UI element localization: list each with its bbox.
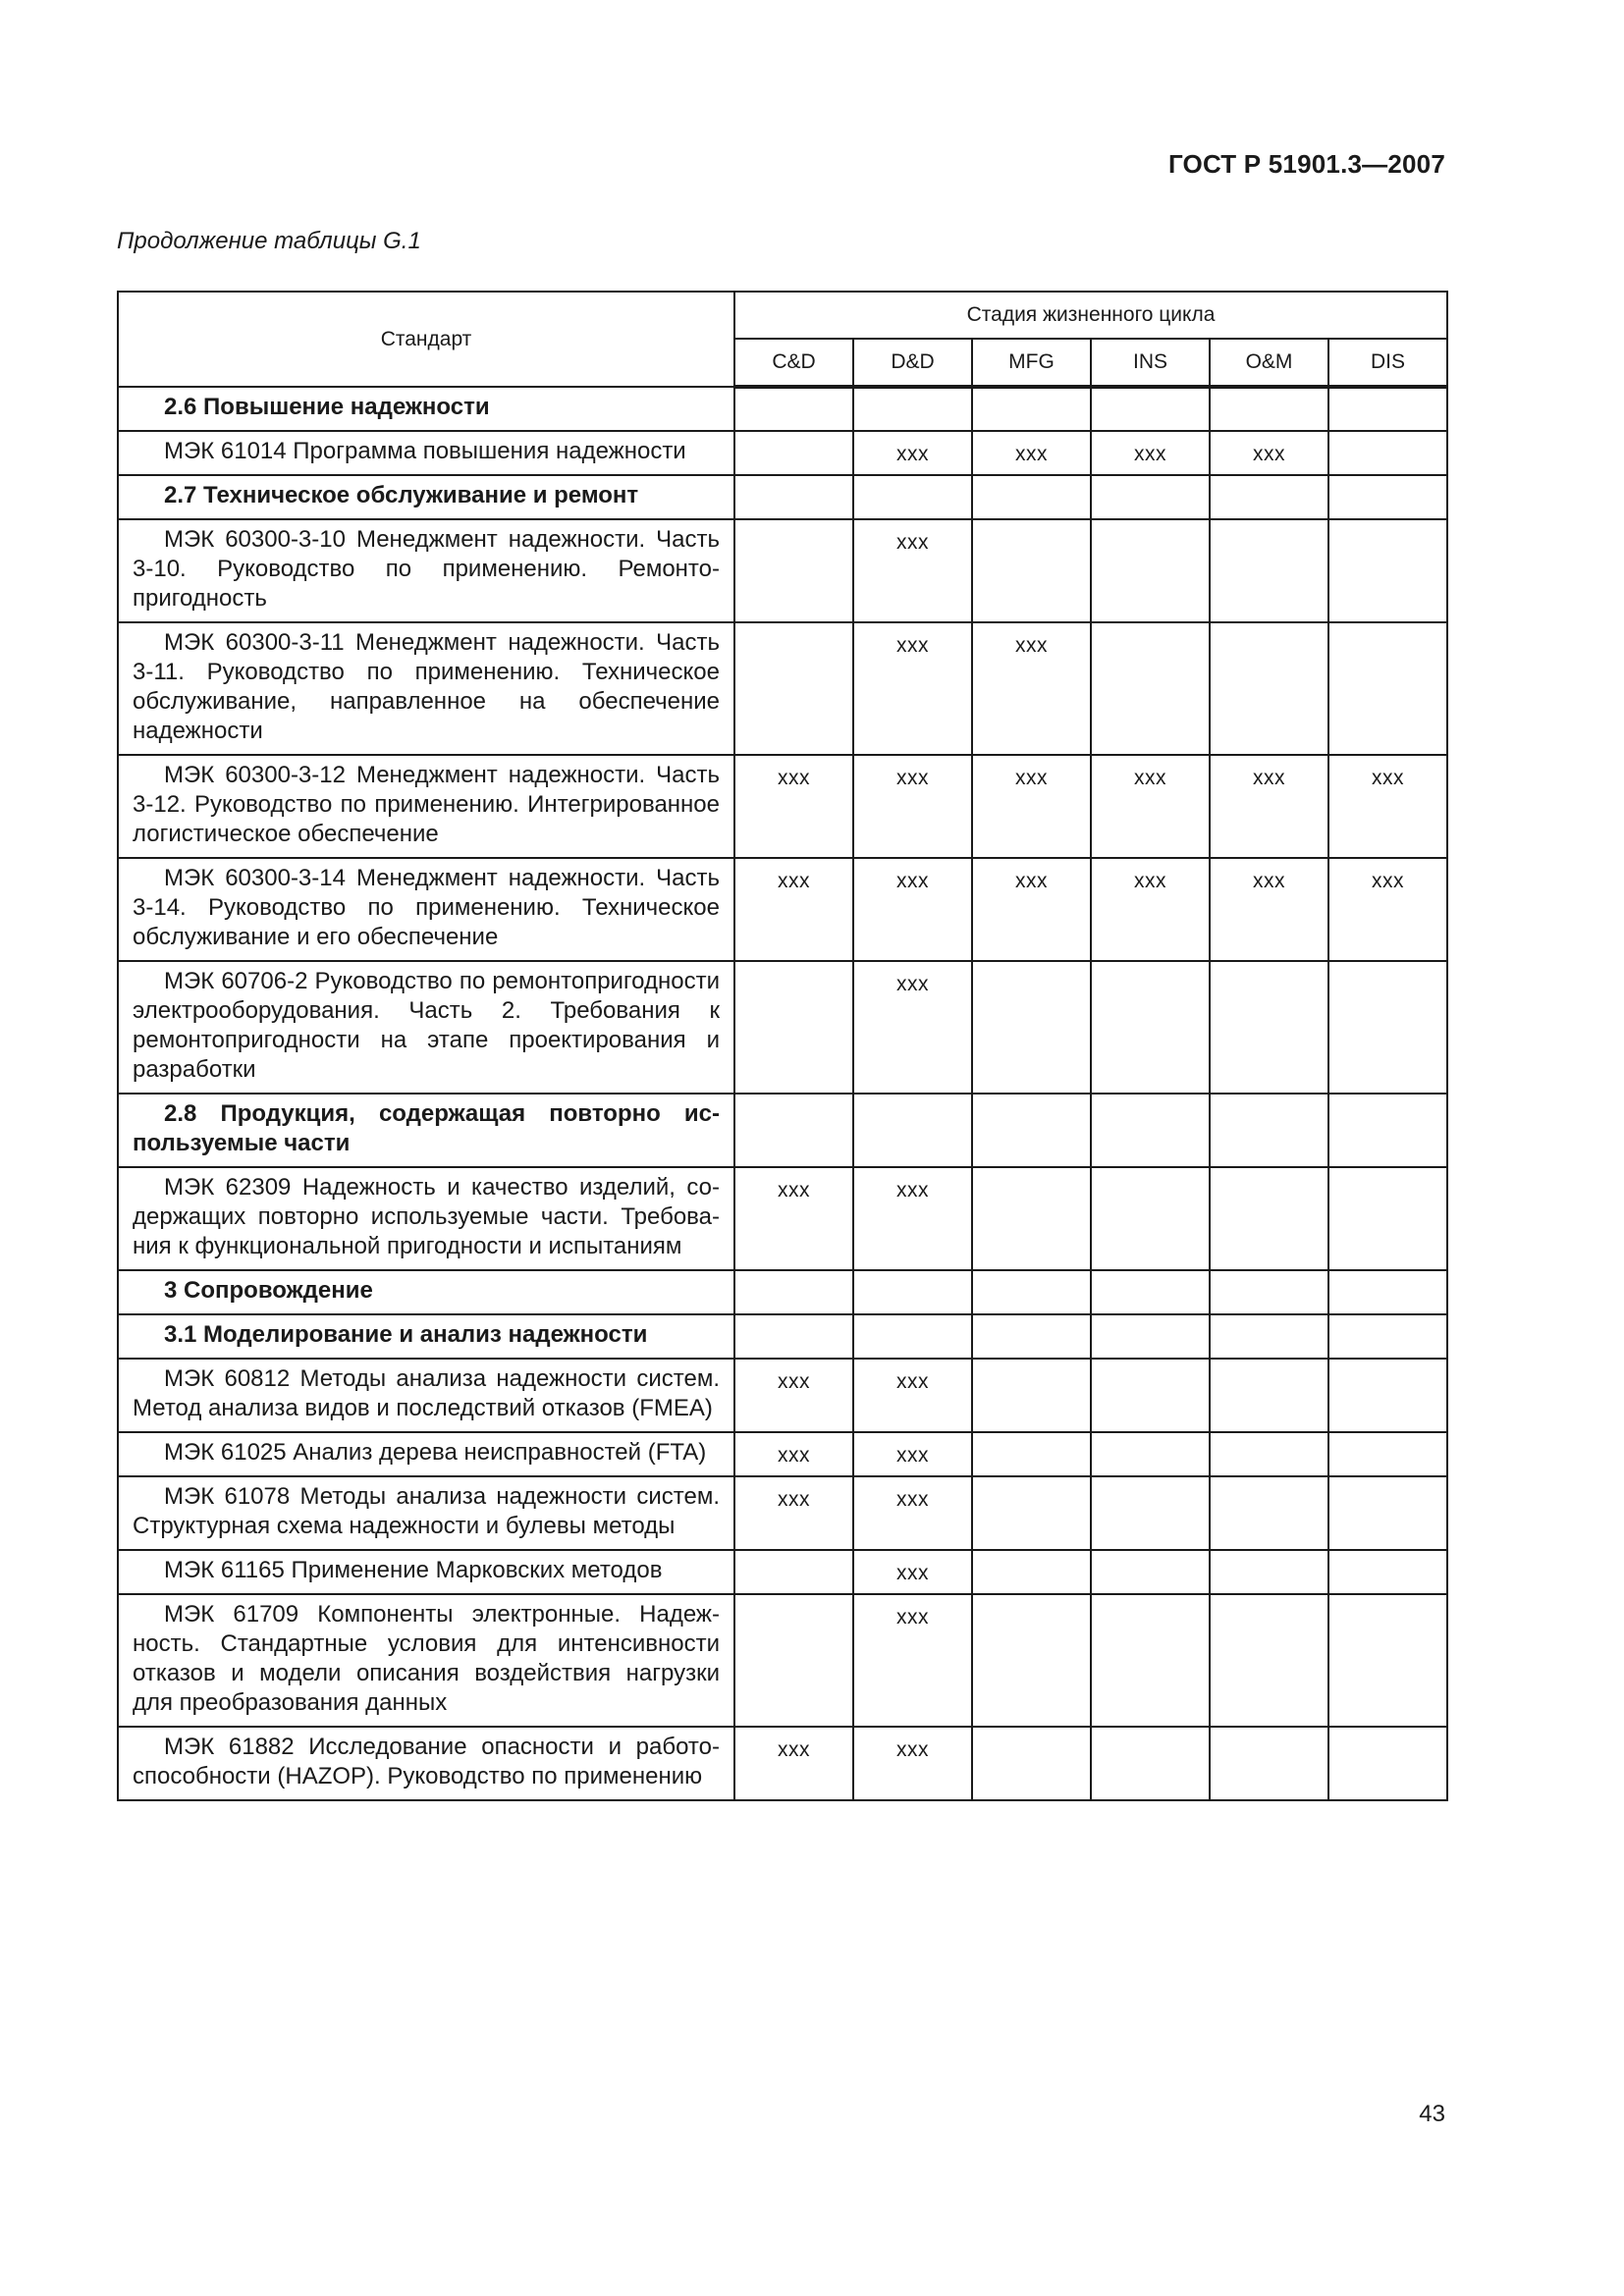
section-row: [118, 1314, 1447, 1359]
stage-mark: [1328, 475, 1447, 519]
standards-table: [117, 291, 1448, 1801]
stage-mark: [1091, 1476, 1210, 1550]
stage-mark: xxx: [734, 755, 853, 858]
stage-mark: [1328, 431, 1447, 475]
stage-mark: [1091, 475, 1210, 519]
standard-name: МЭК 61882 Исследование опасности и работоспособности (HAZOP). Руководство по применению: [118, 1727, 734, 1800]
stage-mark: xxx: [853, 1167, 972, 1270]
stage-mark: [972, 1594, 1091, 1727]
table-row: [118, 755, 1447, 858]
stage-mark: [1091, 1432, 1210, 1476]
stage-mark: [853, 1270, 972, 1314]
stage-mark: [972, 387, 1091, 431]
standard-name: МЭК 61709 Компоненты электронные. Надежность. Стандартные условия для интенсивности отказов и модели описания воздействия нагрузки для преобразования данных: [118, 1594, 734, 1727]
stage-mark: [1091, 1594, 1210, 1727]
stage-mark: xxx: [853, 1432, 972, 1476]
stage-mark: [1328, 1594, 1447, 1727]
standard-name: МЭК 61014 Программа повышения надежности: [118, 431, 734, 475]
stage-mark: [972, 1167, 1091, 1270]
stage-mark: [972, 475, 1091, 519]
standard-name: МЭК 61025 Анализ дерева неисправностей (FTA): [118, 1432, 734, 1476]
stage-mark: xxx: [972, 858, 1091, 961]
stage-mark: [1328, 961, 1447, 1094]
standard-name: МЭК 61165 Применение Марковских методов: [118, 1550, 734, 1594]
stage-mark: xxx: [1210, 431, 1328, 475]
header-standard: Стандарт: [118, 292, 734, 387]
stage-mark: [734, 1314, 853, 1359]
stage-mark: [1328, 1270, 1447, 1314]
stage-mark: [1210, 1476, 1328, 1550]
stage-mark: [853, 1094, 972, 1167]
stage-mark: [1091, 387, 1210, 431]
stage-mark: [1210, 1167, 1328, 1270]
table-row: [118, 1476, 1447, 1550]
stage-mark: xxx: [734, 1432, 853, 1476]
stage-mark: [972, 1314, 1091, 1359]
stage-mark: [972, 961, 1091, 1094]
stage-mark: [734, 431, 853, 475]
stage-mark: [734, 961, 853, 1094]
stage-mark: [1210, 1359, 1328, 1432]
stage-mark: [1091, 1550, 1210, 1594]
stage-mark: [972, 1270, 1091, 1314]
stage-mark: [1091, 1314, 1210, 1359]
standard-name: МЭК 62309 Надежность и качество изделий, содержащих повторно используемые части. Требования к функциональной пригодности и испытаниям: [118, 1167, 734, 1270]
stage-mark: [972, 519, 1091, 622]
stage-mark: xxx: [734, 1359, 853, 1432]
stage-mark: [1091, 1167, 1210, 1270]
stage-mark: [1091, 1359, 1210, 1432]
stage-mark: xxx: [1091, 858, 1210, 961]
stage-mark: [734, 1594, 853, 1727]
stage-mark: [972, 1727, 1091, 1800]
stage-mark: [1091, 622, 1210, 755]
stage-mark: [1091, 519, 1210, 622]
stage-mark: [1328, 519, 1447, 622]
stage-mark: xxx: [1210, 755, 1328, 858]
stage-mark: [1091, 1727, 1210, 1800]
stage-mark: [734, 1094, 853, 1167]
stage-mark: [734, 387, 853, 431]
stage-mark: [1210, 387, 1328, 431]
stage-mark: xxx: [734, 858, 853, 961]
stage-mark: [1210, 1594, 1328, 1727]
stage-mark: xxx: [972, 622, 1091, 755]
stage-mark: xxx: [853, 519, 972, 622]
stage-mark: [1328, 1314, 1447, 1359]
stage-mark: [1328, 1094, 1447, 1167]
stage-mark: xxx: [734, 1167, 853, 1270]
section-title: 3 Сопровождение: [118, 1270, 734, 1314]
stage-mark: xxx: [972, 755, 1091, 858]
stage-mark: [1210, 622, 1328, 755]
stage-mark: [1091, 1094, 1210, 1167]
stage-mark: [1210, 1270, 1328, 1314]
stage-mark: [1210, 1432, 1328, 1476]
stage-mark: [734, 475, 853, 519]
header-stage-mfg: MFG: [972, 339, 1091, 387]
header-lifecycle-stage: Стадия жизненного цикла: [734, 292, 1447, 339]
stage-mark: xxx: [1091, 755, 1210, 858]
table-row: [118, 1432, 1447, 1476]
stage-mark: [1328, 1167, 1447, 1270]
header-stage-dis: DIS: [1328, 339, 1447, 387]
stage-mark: [972, 1359, 1091, 1432]
stage-mark: [1210, 1727, 1328, 1800]
stage-mark: xxx: [853, 1476, 972, 1550]
stage-mark: [1210, 1550, 1328, 1594]
table-row: [118, 1167, 1447, 1270]
stage-mark: xxx: [734, 1727, 853, 1800]
section-title: 2.7 Техническое обслуживание и ремонт: [118, 475, 734, 519]
stage-mark: xxx: [853, 961, 972, 1094]
table-caption: Продолжение таблицы G.1: [117, 228, 421, 254]
stage-mark: [1328, 387, 1447, 431]
standard-name: МЭК 60300-3-12 Менеджмент надежности. Часть 3-12. Руководство по применению. Интегрированное логистическое обеспечение: [118, 755, 734, 858]
stage-mark: [1328, 622, 1447, 755]
stage-mark: xxx: [853, 1359, 972, 1432]
stage-mark: xxx: [853, 755, 972, 858]
section-row: [118, 475, 1447, 519]
table-body: [118, 387, 1447, 1800]
header-stage-cd: C&D: [734, 339, 853, 387]
stage-mark: xxx: [1210, 858, 1328, 961]
stage-mark: [972, 1550, 1091, 1594]
stage-mark: [1210, 961, 1328, 1094]
stage-mark: xxx: [853, 858, 972, 961]
stage-mark: xxx: [1091, 431, 1210, 475]
stage-mark: xxx: [1328, 755, 1447, 858]
table-row: [118, 858, 1447, 961]
stage-mark: [1210, 475, 1328, 519]
stage-mark: [972, 1094, 1091, 1167]
section-row: [118, 1094, 1447, 1167]
stage-mark: [1210, 1314, 1328, 1359]
stage-mark: [734, 519, 853, 622]
table-row: [118, 961, 1447, 1094]
stage-mark: [853, 1314, 972, 1359]
document-id: ГОСТ Р 51901.3—2007: [1167, 149, 1445, 179]
stage-mark: [1210, 1094, 1328, 1167]
stage-mark: xxx: [853, 1594, 972, 1727]
stage-mark: [1091, 961, 1210, 1094]
standard-name: МЭК 60300-3-10 Менеджмент надежности. Часть 3-10. Руководство по применению. Ремонтопригодность: [118, 519, 734, 622]
header-stage-om: O&M: [1210, 339, 1328, 387]
section-title: 2.6 Повышение надежности: [118, 387, 734, 431]
section-title: 2.8 Продукция, содержащая повторно используемые части: [118, 1094, 734, 1167]
table-row: [118, 1594, 1447, 1727]
table-row: [118, 1727, 1447, 1800]
header-stage-dd: D&D: [853, 339, 972, 387]
stage-mark: xxx: [1328, 858, 1447, 961]
stage-mark: [1328, 1550, 1447, 1594]
stage-mark: [1210, 519, 1328, 622]
section-row: [118, 387, 1447, 431]
section-row: [118, 1270, 1447, 1314]
stage-mark: [734, 1270, 853, 1314]
table-row: [118, 1550, 1447, 1594]
standard-name: МЭК 60300-3-11 Менеджмент надежности. Часть 3-11. Руководство по применению. Техническое обслуживание, направленное на обеспечение надежности: [118, 622, 734, 755]
stage-mark: [734, 1550, 853, 1594]
stage-mark: xxx: [853, 431, 972, 475]
table-row: [118, 622, 1447, 755]
stage-mark: [1328, 1476, 1447, 1550]
stage-mark: xxx: [853, 1727, 972, 1800]
stage-mark: [1328, 1727, 1447, 1800]
stage-mark: [1091, 1270, 1210, 1314]
stage-mark: [1328, 1359, 1447, 1432]
table-row: [118, 519, 1447, 622]
standard-name: МЭК 60300-3-14 Менеджмент надежности. Часть 3-14. Руководство по применению. Техническое обслуживание и его обеспечение: [118, 858, 734, 961]
table-row: [118, 431, 1447, 475]
stage-mark: xxx: [734, 1476, 853, 1550]
stage-mark: [972, 1432, 1091, 1476]
standard-name: МЭК 60706-2 Руководство по ремонтопригодности электрооборудования. Часть 2. Требования к ремонтопригодности на этапе проектирования и разработки: [118, 961, 734, 1094]
stage-mark: [734, 622, 853, 755]
standard-name: МЭК 61078 Методы анализа надежности систем. Структурная схема надежности и булевы методы: [118, 1476, 734, 1550]
stage-mark: [853, 387, 972, 431]
table-row: [118, 1359, 1447, 1432]
stage-mark: xxx: [853, 1550, 972, 1594]
header-stage-ins: INS: [1091, 339, 1210, 387]
section-title: 3.1 Моделирование и анализ надежности: [118, 1314, 734, 1359]
stage-mark: [853, 475, 972, 519]
stage-mark: xxx: [972, 431, 1091, 475]
stage-mark: [972, 1476, 1091, 1550]
stage-mark: [1328, 1432, 1447, 1476]
standard-name: МЭК 60812 Методы анализа надежности систем. Метод анализа видов и последствий отказов (FMEA): [118, 1359, 734, 1432]
page-number: 43: [1419, 2101, 1445, 2127]
stage-mark: xxx: [853, 622, 972, 755]
